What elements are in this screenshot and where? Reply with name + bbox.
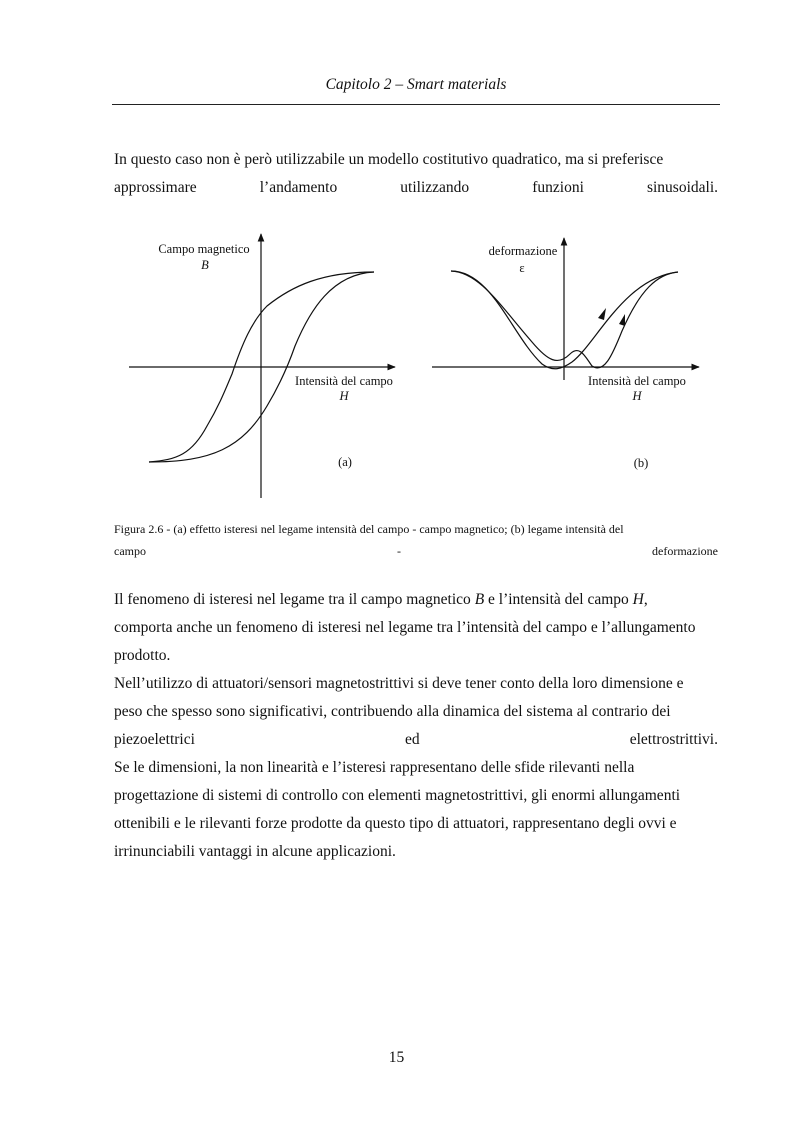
panel-a-y-label: Campo magnetico bbox=[158, 242, 250, 256]
figure-caption bbox=[114, 519, 718, 584]
paragraph-1-text-c: e l’intensità del campo bbox=[484, 591, 633, 608]
paragraph-2-line-2: peso che spesso sono significativi, contribuendo alla dinamica del sistema al contrario dei bbox=[114, 703, 671, 720]
symbol-b: B bbox=[474, 591, 485, 608]
panel-a-x-label: Intensità del campo bbox=[295, 374, 393, 388]
paragraph-1-line-3: prodotto. bbox=[114, 647, 171, 664]
panel-a-y-symbol: B bbox=[201, 258, 209, 272]
direction-arrow-1 bbox=[598, 308, 606, 320]
paragraph-3-line-3: ottenibili e le rilevanti forze prodotte da questo tipo di attuatori, rappresentano degli ovvi e bbox=[114, 815, 677, 832]
running-header: Capitolo 2 – Smart materials bbox=[325, 76, 507, 93]
paragraph-1-text-a: Il fenomeno di isteresi nel legame tra il campo magnetico bbox=[114, 591, 475, 608]
intro-line-2: approssimare l’andamento utilizzando funzioni sinusoidali. bbox=[114, 179, 718, 196]
paragraph-2-line-3: piezoelettrici ed elettrostrittivi. bbox=[114, 731, 718, 748]
panel-a bbox=[129, 234, 395, 498]
page-number: 15 bbox=[388, 1049, 405, 1066]
intro-paragraph bbox=[114, 146, 718, 230]
paragraph-3-line-1: Se le dimensioni, la non linearità e l’isteresi rappresentano delle sfide rilevanti nella bbox=[114, 759, 635, 776]
panel-b-y-symbol: ε bbox=[519, 261, 525, 275]
panel-b bbox=[432, 238, 699, 470]
header-rule bbox=[112, 104, 720, 105]
paragraph-3-line-4: irrinunciabili vantaggi in alcune applicazioni. bbox=[114, 843, 396, 860]
panel-a-x-symbol: H bbox=[339, 389, 349, 403]
figure-2-6 bbox=[112, 226, 720, 506]
paragraph-1-text-e: , bbox=[643, 591, 648, 608]
panel-b-tag: (b) bbox=[633, 456, 649, 470]
direction-arrow-2 bbox=[619, 314, 625, 326]
intro-line-1: In questo caso non è però utilizzabile un modello costitutivo quadratico, ma si preferisce bbox=[114, 151, 664, 168]
panel-b-x-symbol: H bbox=[632, 389, 642, 403]
panel-a-tag: (a) bbox=[338, 455, 352, 469]
caption-line-2: campo - deformazione bbox=[114, 543, 718, 558]
paragraph-3-line-2: progettazione di sistemi di controllo con elementi magnetostrittivi, gli enormi allungamenti bbox=[114, 787, 681, 804]
panel-b-x-label: Intensità del campo bbox=[588, 374, 686, 388]
paragraph-1-line-2: comporta anche un fenomeno di isteresi nel legame tra l’intensità del campo e l’allungamento bbox=[114, 619, 696, 636]
paragraph-1-line-1 bbox=[114, 591, 648, 608]
panel-b-y-label: deformazione bbox=[488, 244, 558, 258]
paragraph-3 bbox=[114, 754, 718, 866]
paragraph-2-line-1: Nell’utilizzo di attuatori/sensori magnetostrittivi si deve tener conto della loro dimensione e bbox=[114, 675, 684, 692]
caption-line-1: Figura 2.6 - (a) effetto isteresi nel legame intensità del campo - campo magnetico; (b) legame intensità del bbox=[114, 522, 624, 536]
symbol-h: H bbox=[632, 591, 644, 608]
